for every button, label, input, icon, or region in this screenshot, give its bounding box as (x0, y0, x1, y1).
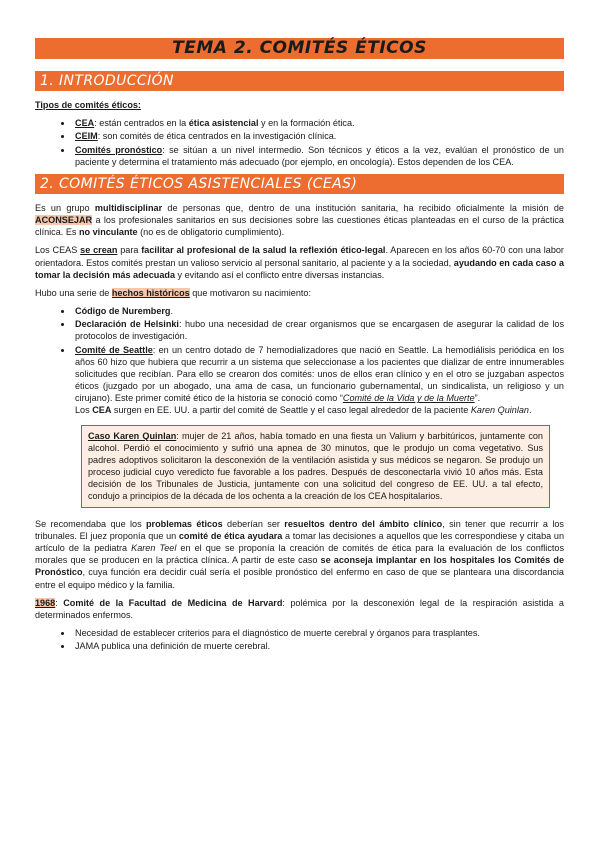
list-item: • Necesidad de establecer criterios para el diagnóstico de muerte cerebral y órganos para trasplantes. (73, 627, 564, 639)
list-item: • Declaración de Helsinki: hubo una necesidad de crear organismos que se encargasen de asegurar la calidad de los protocolos de investigación. (73, 318, 564, 342)
committee-types-subtitle: Tipos de comités éticos: (35, 100, 141, 110)
committee-types-list (35, 117, 564, 168)
list-item: • Comités pronóstico: se sitúan a un nivel intermedio. Son técnicos y éticos a la vez, evalúan el pronóstico de un paciente y determina el tratamiento más adecuado (por ejemplo, en oncología). Estos dependen de los CEA. (73, 144, 564, 168)
list-item: • CEA: están centrados en la ética asistencial y en la formación ética. (73, 117, 564, 129)
list-item: • Código de Nuremberg. (73, 305, 564, 317)
case-box-karen-quinlan: Caso Karen Quinlan: mujer de 21 años, había tomado en una fiesta un Valium y barbitúricos, juntamente con alcohol. Perdió el conocimiento y sufrió una apnea de 30 minutos, que le produjo un coma vegetativo. Sus padres adoptivos solicitaron la desconexión de la ventilación asistida y sus médicos se negaron. Se produjo un proceso judicial cuyo veredicto fue favorable a los padres. Después de desconectarla vivió 10 años más. Esta decisión de los Tribunales de Justicia, juntamente con una solicitud del congreso de EE. UU. a tal efecto, condujo a principios de la década de los ochenta a la creación de los CEA hospitalarios. (81, 425, 550, 508)
list-item: • JAMA publica una definición de muerte cerebral. (73, 640, 564, 652)
harvard-list (35, 627, 564, 652)
history-list (35, 305, 564, 417)
paragraph-purpose: Los CEAS se crean para facilitar al profesional de la salud la reflexión ético-legal. Aparecen en los años 60-70 con una labor orientadora. Estos comités prestan un valioso servicio al personal sanitario, al paciente y a la sociedad, ayudando en cada caso a tomar la decisión más adecuada y evitando así el conflicto entre diversas instancias. (35, 245, 564, 280)
section-heading-introduccion: 1. INTRODUCCIÓN (35, 71, 564, 91)
paragraph-history-intro: Hubo una serie de hechos históricos que motivaron su nacimiento: (35, 287, 312, 298)
paragraph-clinical-resolution: Se recomendaba que los problemas éticos deberían ser resueltos dentro del ámbito clínico, sin tener que recurrir a los tribunales. El juez proponía que un comité de ética ayudara a tomar las decisiones a aquellos que les correspondiese y citaba un artículo de la pediatra Karen Teel en el que se proponía la creación de comités de ética para la evaluación de los conflictos morales que se producen en la práctica clínica. A partir de este caso se aconseja implantar en los hospitales los Comités de Pronóstico, cuya función era decidir cuál sería el posible pronóstico del enfermo en caso de que se planteara una discordancia entre el equipo médico y la familia. (35, 518, 565, 590)
list-item: • CEIM: son comités de ética centrados en la investigación clínica. (73, 130, 564, 142)
document-title: TEMA 2. COMITÉS ÉTICOS (35, 38, 564, 59)
paragraph-definition: Es un grupo multidisciplinar de personas que, dentro de una institución sanitaria, ha recibido oficialmente la misión de ACONSEJAR a los profesionales sanitarios en sus decisiones sobre las cuestiones éticas planteadas en el curso de la práctica clínica. Es no vinculante (no es de obligatorio cumplimiento). (35, 202, 564, 238)
section-heading-ceas: 2. COMITÉS ÉTICOS ASISTENCIALES (CEAS) (35, 174, 564, 194)
list-item: • Comité de Seattle: en un centro dotado de 7 hemodializadores que nació en Seattle. La hemodiálisis periódica en los años 60 hizo que hubiera que recurrir a un sistema que seleccionase a los pacientes que dializar de entre innumerables solicitudes que recibían. Para ello se crearon dos comités: unos de ellos eran clínico y en el otro se juzgaban aspectos éticos (juzgado por un abogado, una ama de casa, un funcionario gubernamental, un sindicalista, un religioso y un cirujano). Este primer comité ético de la historia se conoció como “Comité de la Vida y de la Muerte”. Los CEA surgen en EE. UU. a partir del comité de Seattle y el caso legal alrededor de la paciente Karen Quinlan. (73, 344, 564, 417)
paragraph-harvard: 1968: Comité de la Facultad de Medicina de Harvard: polémica por la desconexión legal de la respiración asistida a determinados enfermos. (35, 597, 564, 620)
